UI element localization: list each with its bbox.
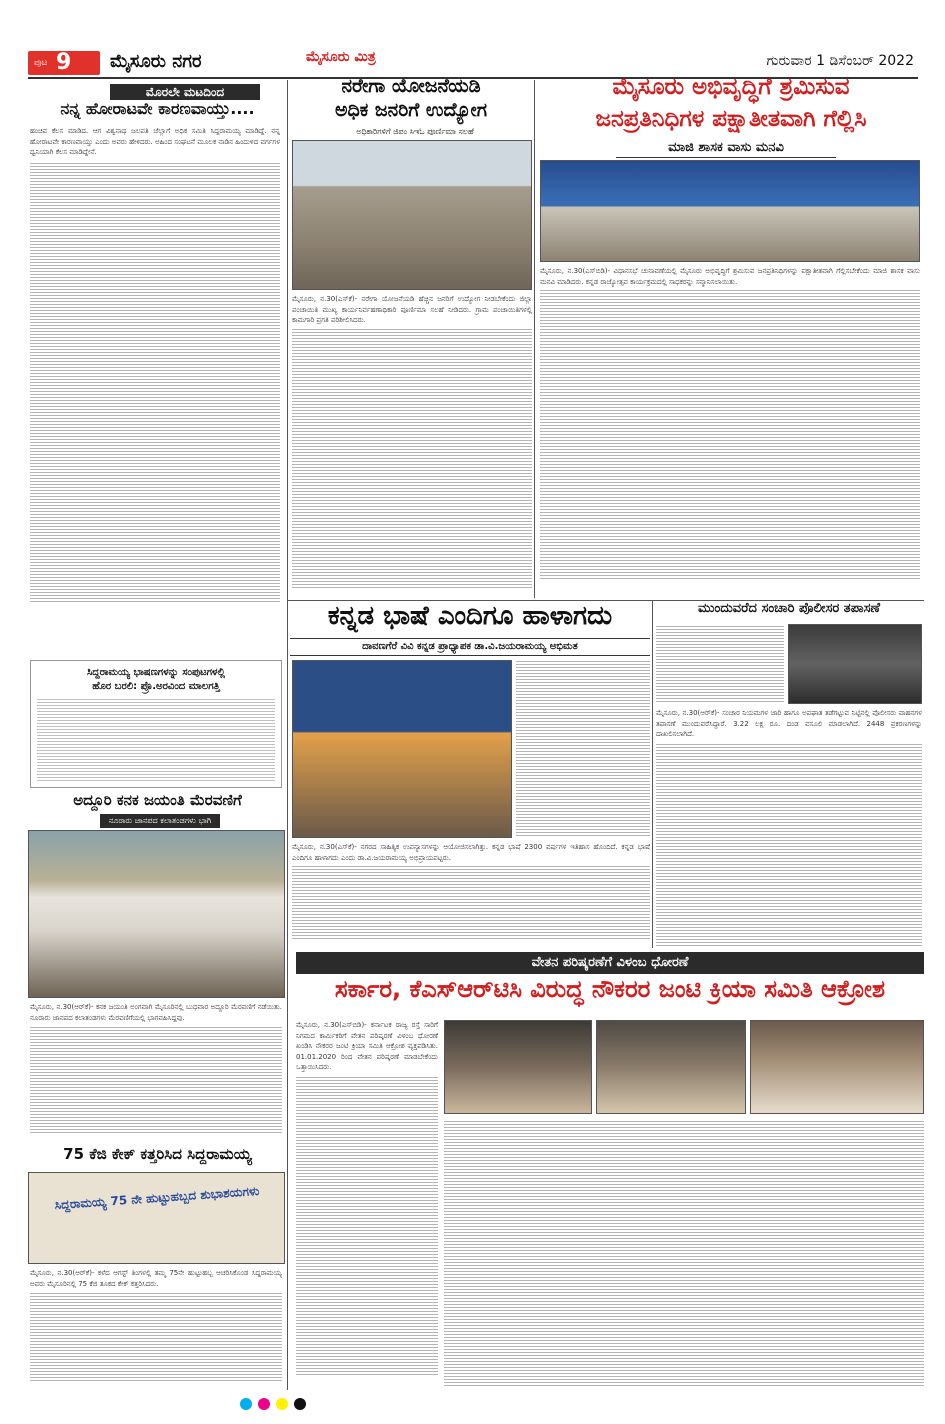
text-filler [30, 162, 280, 602]
text-filler [656, 624, 784, 702]
kannada-headline: ಕನ್ನಡ ಭಾಷೆ ಎಂದಿಗೂ ಹಾಳಾಗದು [327, 602, 613, 631]
page-number: 9 [56, 50, 72, 75]
narega-headline-1: ನರೇಗಾ ಯೋಜನೆಯಡಿ [341, 76, 481, 97]
column-rule [287, 80, 288, 1390]
page-number-badge [28, 51, 100, 75]
narega-subhead: ಅಧಿಕಾರಿಗಳಿಗೆ ಜಿಪಂ ಸಿಇಓ ಪೂರ್ಣಿಮಾ ಸಲಹೆ [356, 127, 474, 136]
text-filler [292, 328, 532, 588]
narega-headline-2: ಅಧಿಕ ಜನರಿಗೆ ಉದ್ಯೋಗ [334, 100, 488, 121]
magenta-mark [258, 1398, 270, 1410]
vasu-subhead: ಮಾಜಿ ಶಾಸಕ ವಾಸು ಮನವಿ [616, 140, 836, 158]
text-filler [37, 699, 275, 781]
ksrtc-body [296, 1020, 438, 1390]
text-filler [30, 1291, 282, 1381]
column-rule [534, 80, 535, 598]
kannada-paragraph: ಮೈಸೂರು, ನ.30(ಎಸ್‌ಕೆ)- ನಗರದ ಸಾಹಿತ್ಯಿಕ ಉಪನ್ಯಾಸಗಳನ್ನು ಆಯೋಜಿಸಲಾಗಿತ್ತು. ಕನ್ನಡ ಭಾಷೆ 2300 ವರ್ಷಗಳ ಇತಿಹಾಸ ಹೊಂದಿದೆ. ಕನ್ನಡ ಭಾಷೆ ಎಂದಿಗೂ ಹಾಳಾಗದು ಎಂದು ಡಾ.ವಿ.ಜಯರಾಮಯ್ಯ ಅಭಿಪ್ರಾಯಪಟ್ಟರು. [292, 843, 650, 862]
issue-date: ಗುರುವಾರ 1 ಡಿಸೆಂಬರ್ 2022 [766, 53, 914, 69]
text-filler [30, 1025, 282, 1133]
vasu-body [540, 266, 920, 596]
text-filler [656, 742, 922, 946]
yellow-mark [276, 1398, 288, 1410]
left-story-headline: ನನ್ನ ಹೋರಾಟವೇ ಕಾರಣವಾಯ್ತು.... [60, 100, 255, 118]
vasu-paragraph: ಮೈಸೂರು, ನ.30(ಎಸ್‌ಬಿಡಿ)- ವಿಧಾನಸಭೆ ಚುನಾವಣೆಯಲ್ಲಿ ಮೈಸೂರು ಅಭಿವೃದ್ಧಿಗೆ ಶ್ರಮಿಸುವ ಜನಪ್ರತಿನಿಧಿಗಳನ್ನು ಪಕ್ಷಾತೀತವಾಗಿ ಗೆಲ್ಲಿಸಬೇಕೆಂದು ಮಾಜಿ ಶಾಸಕ ವಾಸು ಮನವಿ ಮಾಡಿದರು. ಕನ್ನಡ ರಾಜ್ಯೋತ್ಸವ ಕಾರ್ಯಕ್ರಮದಲ್ಲಿ ಸಾಧಕರನ್ನು ಸನ್ಮಾನಿಸಲಾಯಿತು. [540, 267, 920, 286]
masthead-logo: ಮೈಸೂರು ಮಿತ್ರ [306, 49, 376, 65]
kannada-body [292, 842, 650, 946]
left-story-tag: ಮೊರಲೇ ಮಟದಿಂದ [110, 84, 260, 100]
cake-photo [28, 1172, 285, 1264]
text-filler [540, 289, 920, 579]
siddaramaiah-box-headline-2: ಹೊರ ಬರಲಿ: ಪ್ರೊ.ಅರವಿಂದ ಮಾಲಗತ್ತಿ [92, 681, 220, 692]
cake-inscription: ಸಿದ್ದರಾಮಯ್ಯ 75 ನೇ ಹುಟ್ಟುಹಬ್ಬದ ಶುಭಾಶಯಗಳು [54, 1183, 260, 1213]
police-checking-photo [788, 624, 922, 704]
kanaka-procession-photo [28, 830, 285, 998]
kannada-event-photo [292, 660, 512, 838]
cyan-mark [240, 1398, 252, 1410]
text-filler [516, 660, 650, 836]
page-label: ಪುಟ [34, 58, 48, 68]
vasu-headline-2: ಜನಪ್ರತಿನಿಧಿಗಳ ಪಕ್ಷಾತೀತವಾಗಿ ಗೆಲ್ಲಿಸಿ [595, 106, 867, 132]
left-story-body [30, 126, 280, 656]
kannada-body-right [516, 660, 650, 840]
ksrtc-paragraph: ಮೈಸೂರು, ನ.30(ಎಸ್‌ಬಿಡಿ)- ಕರ್ನಾಟಕ ರಾಜ್ಯ ರಸ್ತೆ ಸಾರಿಗೆ ನಿಗಮದ ಕಾರ್ಮಿಕರಿಗೆ ವೇತನ ಪರಿಷ್ಕರಣೆ ವಿಳಂಬ ಧೋರಣೆ ಖಂಡಿಸಿ ನೌಕರರ ಜಂಟಿ ಕ್ರಿಯಾ ಸಮಿತಿ ಆಕ್ರೋಶ ವ್ಯಕ್ತಪಡಿಸಿತು. 01.01.2020 ರಿಂದ ವೇತನ ಪರಿಷ್ಕರಣೆ ಮಾಡಬೇಕೆಂದು ಒತ್ತಾಯಿಸಿದರು. [296, 1021, 438, 1072]
vasu-headline-1: ಮೈಸೂರು ಅಭಿವೃದ್ಧಿಗೆ ಶ್ರಮಿಸುವ [612, 74, 850, 100]
left-story-paragraph: ಹಂಚಿವ ಕೆಲಸ ಮಾಡಿದ. ಆಗ ವಿಶ್ವನಾಥ ಜಲಪತಿ ಜೆಲ್ಲಾಗೆ ಅಧಿಕ ಸಮಿತಿ ಸಿದ್ದರಾಮಯ್ಯ ಮಾಡಿದ್ದೆ. ನನ್ನ ಹೋರಾಟವೇ ಕಾರಣವಾಯ್ತು ಎಂದು ಅವರು ಹೇಳಿದರು. ಅಹಿಂದ ಸಂಘಟನೆ ಮೂಲಕ ನಾಡಿನ ಹಿಂದುಳಿದ ವರ್ಗಗಳ ಧ್ವನಿಯಾಗಿ ಕೆಲಸ ಮಾಡಿದ್ದೇನೆ. [30, 127, 280, 157]
narega-paragraph: ಮೈಸೂರು, ನ.30(ಎಸ್‌ಕೆ)- ನರೇಗಾ ಯೋಜನೆಯಡಿ ಹೆಚ್ಚಿನ ಜನರಿಗೆ ಉದ್ಯೋಗ ನೀಡಬೇಕೆಂದು ಜಿಲ್ಲಾ ಪಂಚಾಯಿತಿ ಮುಖ್ಯ ಕಾರ್ಯನಿರ್ವಹಣಾಧಿಕಾರಿ ಪೂರ್ಣಿಮಾ ಸಲಹೆ ನೀಡಿದರು. ಗ್ರಾಮ ಪಂಚಾಯಿತಿಗಳಲ್ಲಿ ಕಾಮಗಾರಿ ಪ್ರಗತಿ ಪರಿಶೀಲಿಸಿದರು. [292, 295, 532, 325]
cake-paragraph: ಮೈಸೂರು, ನ.30(ಆರ್‌ಕೆ)- ಕಳೆದ ಆಗಸ್ಟ್ ತಿಂಗಳಲ್ಲಿ ತಮ್ಮ 75ನೇ ಹುಟ್ಟುಹಬ್ಬ ಆಚರಿಸಿಕೊಂಡ ಸಿದ್ದರಾಮಯ್ಯ ಅವರು ಮೈಸೂರಿನಲ್ಲಿ 75 ಕೆಜಿ ತೂಕದ ಕೇಕ್ ಕತ್ತರಿಸಿದರು. [30, 1269, 282, 1288]
kanaka-body [30, 1002, 282, 1142]
ksrtc-body-right [444, 1120, 924, 1390]
narega-worksite-photo [292, 140, 532, 290]
text-filler [296, 1075, 438, 1375]
text-filler [292, 865, 650, 939]
registration-marks [240, 1398, 306, 1416]
kanaka-subhead: ನೂರಾರು ಜಾನಪದ ಕಲಾತಂಡಗಳು ಭಾಗಿ [100, 814, 220, 828]
text-filler [444, 1120, 924, 1386]
siddaramaiah-box-headline-1: ಸಿದ್ದರಾಮಯ್ಯ ಭಾಷಣಗಳನ್ನು ಸಂಪುಟಗಳಲ್ಲಿ [86, 667, 226, 678]
column-rule [288, 600, 924, 601]
ksrtc-tag: ವೇತನ ಪರಿಷ್ಕರಣೆಗೆ ವಿಳಂಬ ಧೋರಣೆ [296, 952, 924, 974]
narega-body [292, 294, 532, 600]
ksrtc-stage-photo [750, 1020, 924, 1114]
police-body [656, 708, 922, 948]
cake-body [30, 1268, 282, 1388]
kanaka-headline: ಅದ್ದೂರಿ ಕನಕ ಜಯಂತಿ ಮೆರವಣಿಗೆ [73, 792, 242, 809]
ksrtc-crowd-photo [596, 1020, 746, 1114]
police-paragraph: ಮೈಸೂರು, ನ.30(ಆರ್‌ಕೆ)- ಸಂಚಾರ ನಿಯಮಗಳ ಜಾರಿ ಹಾಗೂ ಅಪಘಾತ ತಡೆಗಟ್ಟುವ ನಿಟ್ಟಿನಲ್ಲಿ ಪೊಲೀಸರು ವಾಹನಗಳ ತಪಾಸಣೆ ಮುಂದುವರೆಸಿದ್ದಾರೆ. 3.22 ಲಕ್ಷ ರೂ. ದಂಡ ವಸೂಲಿ ಮಾಡಲಾಗಿದೆ. 2448 ಪ್ರಕರಣಗಳನ್ನು ದಾಖಲಿಸಲಾಗಿದೆ. [656, 709, 922, 739]
ksrtc-headline: ಸರ್ಕಾರ, ಕೆಎಸ್‌ಆರ್‌ಟಿಸಿ ವಿರುದ್ಧ ನೌಕರರ ಜಂಟಿ ಕ್ರಿಯಾ ಸಮಿತಿ ಆಕ್ರೋಶ [334, 976, 886, 1003]
police-body-top [656, 624, 784, 704]
police-headline: ಮುಂದುವರೆದ ಸಂಚಾರಿ ಪೊಲೀಸರ ತಪಾಸಣೆ [697, 602, 880, 616]
column-rule [652, 600, 653, 948]
cake-headline: 75 ಕೆಜಿ ಕೇಕ್ ಕತ್ತರಿಸಿದ ಸಿದ್ದರಾಮಯ್ಯ [63, 1146, 252, 1163]
kanaka-paragraph: ಮೈಸೂರು, ನ.30(ಆರ್‌ಕೆ)- ಕನಕ ಜಯಂತಿ ಅಂಗವಾಗಿ ಮೈಸೂರಿನಲ್ಲಿ ಬುಧವಾರ ಅದ್ದೂರಿ ಮೆರವಣಿಗೆ ನಡೆಯಿತು. ನೂರಾರು ಜಾನಪದ ಕಲಾತಂಡಗಳು ಮೆರವಣಿಗೆಯಲ್ಲಿ ಭಾಗವಹಿಸಿದ್ದವು. [30, 1003, 282, 1022]
ksrtc-audience-photo [444, 1020, 592, 1114]
section-title: ಮೈಸೂರು ನಗರ [110, 51, 202, 72]
black-mark [294, 1398, 306, 1410]
kannada-subhead: ದಾವಣಗೆರೆ ವಿವಿ ಕನ್ನಡ ಪ್ರಾಧ್ಯಾಪಕ ಡಾ.ವಿ.ಜಯರಾಮಯ್ಯ ಅಭಿಮತ [290, 638, 650, 656]
siddaramaiah-box [30, 660, 282, 788]
vasu-felicitation-photo [540, 160, 920, 262]
